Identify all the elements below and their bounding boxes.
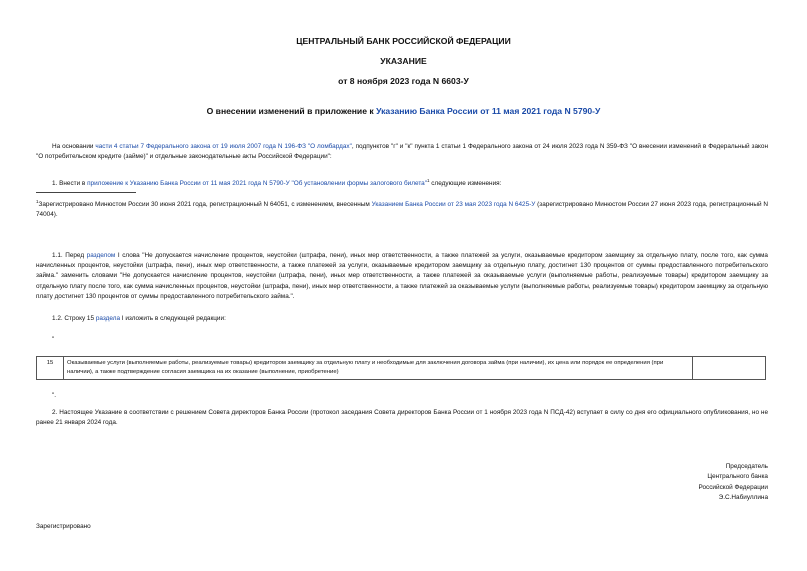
item-1-1-text-1: 1.1. Перед bbox=[52, 252, 87, 259]
signature-name: Э.С.Набиуллина bbox=[718, 493, 768, 501]
footnote-link[interactable]: Указанием Банка России от 23 мая 2023 года N 6425-У bbox=[371, 201, 536, 209]
table-cell-text: Оказываемые услуги (выполняемые работы, реализуемые товары) кредитором заемщику за отдельную плату и необходимые для заключения договора займа (при наличии), их цена или порядок ее определения (при наличии), а также подтверждение согласия заемщика на их оказание (выполнение, приобретение) bbox=[64, 357, 693, 380]
footnote-text-2: (зарегистрировано Минюстом России 27 июня 2023 года, регистрационный N 74004). bbox=[36, 201, 768, 219]
replacement-table bbox=[36, 356, 766, 380]
footnote-text-1: Зарегистрировано Минюстом России 30 июня 2021 года, регистрационный N 64051, с изменением, внесенным bbox=[38, 201, 372, 209]
item-1-2-text-1: 1.2. Строку 15 bbox=[52, 315, 96, 322]
intro-law-link[interactable]: части 4 статьи 7 Федерального закона от 19 июля 2007 года N 196-ФЗ "О ломбардах" bbox=[95, 143, 352, 150]
intro-text-2: , подпунктов "г" и "к" пункта 1 статьи 1 Федерального закона от 24 июля 2023 года N 359-ФЗ "О внесении изменений в Федеральный закон "О потребительском кредите (займе)" и отдельные законодательные акты Российской Федерации" bbox=[36, 143, 768, 161]
intro-paragraph bbox=[36, 142, 768, 162]
signature-line-1: Председатель bbox=[725, 463, 768, 470]
signature-line-3: Российской Федерации bbox=[698, 483, 768, 491]
item-1-1-text-2: I слова "Не допускается начисление процентов, неустойки (штрафа, пени), иных мер ответственности, а также платежей за услуги, оказываемые кредитором заемщику за отдельную плату, после того, как сумма начисленных процентов, неустойки (штрафа, пени), иных мер ответственности, а также платежей за услуги, оказываемые кредитором заемщику за отдельную плату, достигнет 130 процентов от суммы предоставленного потребительского займа." заменить словами "Не допускается начисление процентов, неустойки (штрафа, пени), иных мер ответственности, а также платежей за оказываемые услуги (выполняемые работы, реализуемые товары) кредитором заемщику за отдельную плату после того, как сумма начисленных процентов, неустойки (штрафа, пени), иных мер ответственности, а также платежей за оказываемые услуги (выполняемые работы, реализуемые товары) кредитором заемщику за отдельную плату достигнет 130 процентов от суммы предоставленного потребительского займа.". bbox=[36, 252, 768, 300]
footnote-ref: 1 bbox=[427, 178, 430, 183]
title-link[interactable]: Указанию Банка России от 11 мая 2021 года N 5790-У bbox=[376, 106, 601, 116]
registered-label: Зарегистрировано bbox=[36, 523, 91, 530]
quote-open: " bbox=[52, 336, 55, 343]
document-type: УКАЗАНИЕ bbox=[380, 56, 427, 66]
footnote-divider bbox=[36, 192, 136, 193]
table-cell-empty bbox=[693, 357, 766, 380]
signature-block bbox=[699, 462, 769, 503]
item-2: 2. Настоящее Указание в соответствии с решением Совета директоров Банка России (протокол заседания Совета директоров Банка России от 1 ноября 2023 года N ПСД-42) вступает в силу со дня его официального опубликования, но не ранее 21 января 2024 года. bbox=[36, 409, 768, 427]
item-1-text-1: 1. Внести в bbox=[52, 180, 88, 188]
item-1-2-link[interactable]: раздела bbox=[95, 315, 120, 322]
item-1-link[interactable]: приложение к Указанию Банка России от 11 мая 2021 года N 5790-У "Об установлении формы залогового билета" bbox=[87, 180, 428, 188]
item-1 bbox=[52, 176, 768, 189]
intro-text-3: : bbox=[329, 153, 332, 161]
document-title bbox=[0, 106, 807, 116]
table-row bbox=[37, 357, 766, 380]
item-1-1 bbox=[36, 251, 768, 302]
bank-name: ЦЕНТРАЛЬНЫЙ БАНК РОССИЙСКОЙ ФЕДЕРАЦИИ bbox=[296, 36, 511, 46]
title-prefix: О внесении изменений в приложение к bbox=[206, 106, 377, 116]
document-date-number: от 8 ноября 2023 года N 6603-У bbox=[338, 76, 469, 86]
table-cell-number: 15 bbox=[37, 357, 64, 380]
footnote bbox=[36, 197, 768, 221]
quote-close: ". bbox=[52, 392, 57, 399]
item-1-1-link[interactable]: разделом bbox=[86, 252, 116, 259]
item-1-text-2: следующие изменения: bbox=[429, 180, 502, 188]
item-1-2-text-2: I изложить в следующей редакции: bbox=[120, 315, 226, 322]
intro-text-1: На основании bbox=[52, 143, 96, 150]
signature-line-2: Центрального банка bbox=[707, 473, 768, 481]
footnote-mark: 1 bbox=[36, 199, 39, 204]
item-1-2 bbox=[52, 314, 768, 324]
